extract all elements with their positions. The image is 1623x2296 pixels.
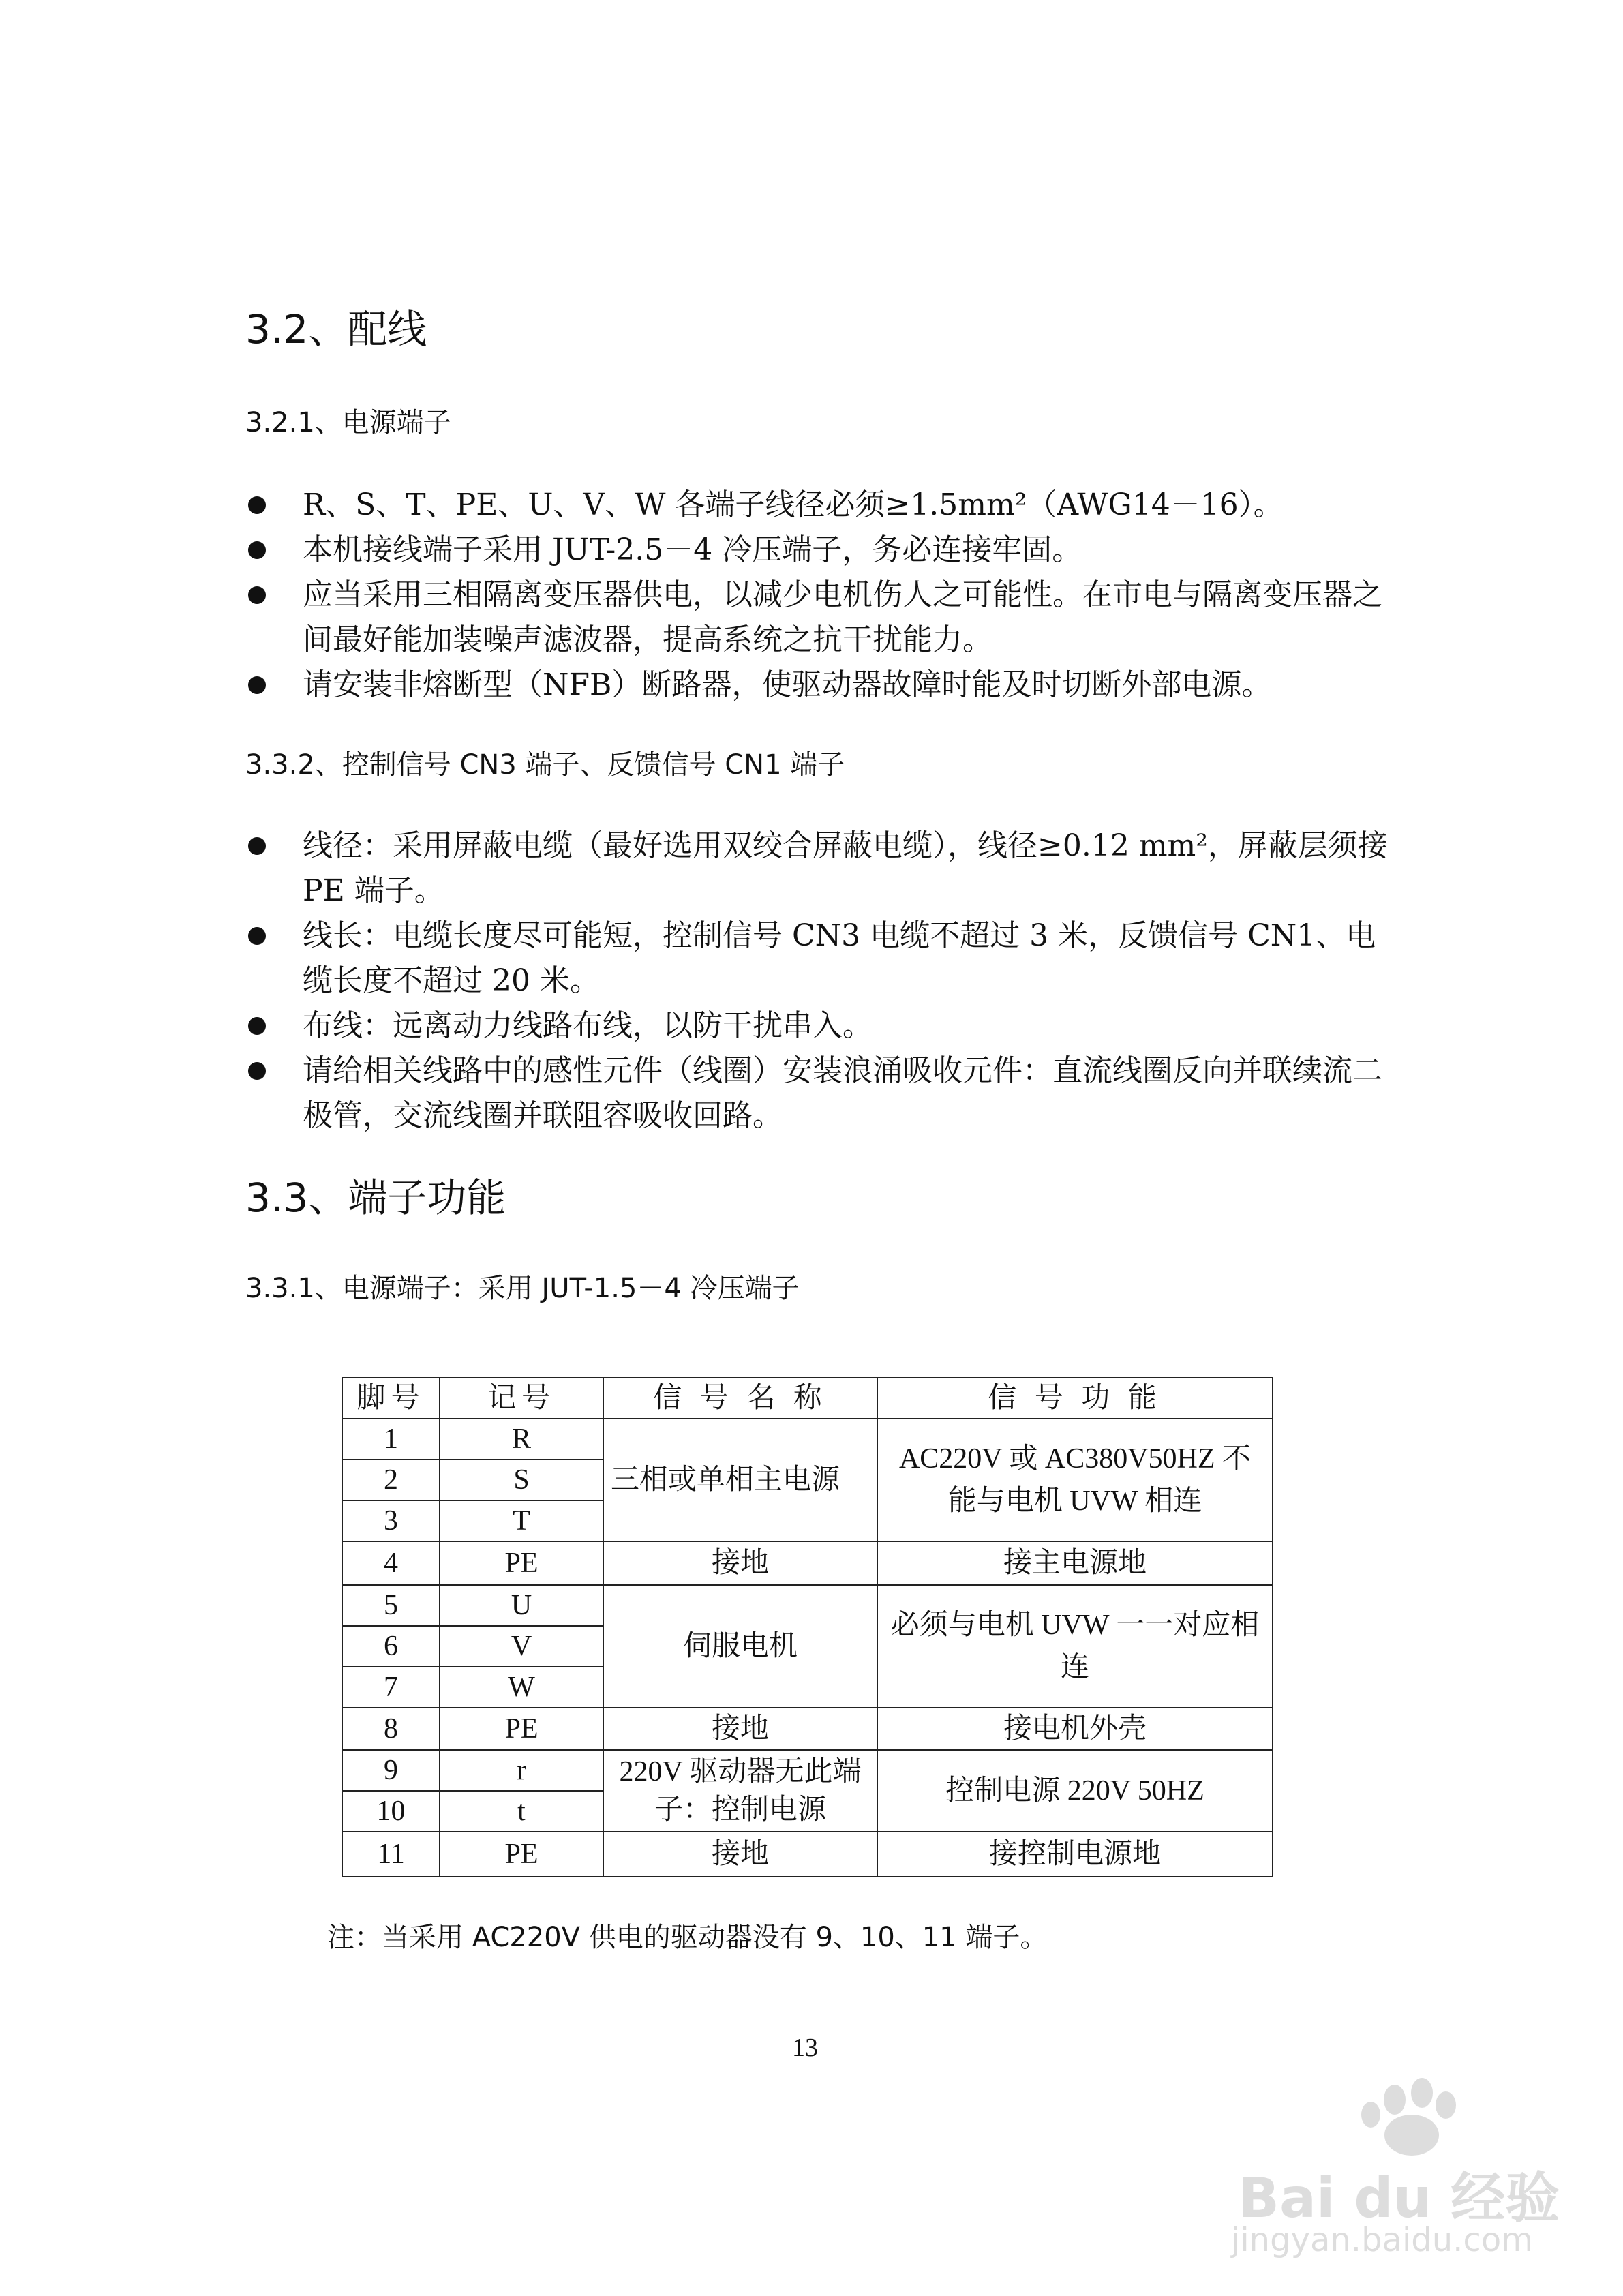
- header-signal-name: 信 号 名 称: [603, 1378, 877, 1419]
- pin-cell: 3: [342, 1500, 440, 1541]
- pin-cell: 6: [342, 1626, 440, 1667]
- pin-cell: 8: [342, 1708, 440, 1750]
- table-row: [342, 1419, 1273, 1460]
- signal-name-cell: 接地: [603, 1708, 877, 1750]
- subsection-title-3-3-1: 3.3.1、电源端子：采用 JUT-1.5－4 冷压端子: [245, 1273, 800, 1304]
- power-terminal-table: [342, 1377, 1273, 1877]
- table-row: [342, 1585, 1273, 1626]
- power-terminal-bullet-list: [245, 483, 1404, 708]
- pin-cell: 5: [342, 1585, 440, 1626]
- mark-cell: PE: [440, 1708, 603, 1750]
- list-item: 线长：电缆长度尽可能短，控制信号 CN3 电缆不超过 3 米，反馈信号 CN1、电缆长度不超过 20 米。: [245, 913, 1404, 1003]
- mark-cell: W: [440, 1667, 603, 1708]
- list-item: 布线：远离动力线路布线，以防干扰串入。: [245, 1003, 1404, 1048]
- bullet-icon: [248, 496, 266, 514]
- list-item: 请给相关线路中的感性元件（线圈）安装浪涌吸收元件：直流线圈反向并联续流二极管，交流线圈并联阻容吸收回路。: [245, 1048, 1404, 1138]
- list-item: 请安装非熔断型（NFB）断路器，使驱动器故障时能及时切断外部电源。: [245, 663, 1404, 708]
- bullet-icon: [248, 541, 266, 559]
- page-number: 13: [792, 2034, 818, 2062]
- section-title-3-3: 3.3、端子功能: [245, 1175, 506, 1221]
- signal-name-cell: 三相或单相主电源: [603, 1419, 877, 1541]
- subsection-title-3-2-1: 3.2.1、电源端子: [245, 407, 451, 438]
- watermark-brand: Bai du 经验: [1238, 2166, 1560, 2230]
- header-mark: 记号: [440, 1378, 603, 1419]
- signal-name-cell: 接地: [603, 1541, 877, 1585]
- list-item: R、S、T、PE、U、V、W 各端子线径必须≥1.5mm²（AWG14－16）。: [245, 483, 1404, 528]
- pin-cell: 1: [342, 1419, 440, 1460]
- signal-name-cell: 伺服电机: [603, 1585, 877, 1708]
- list-item: 线径：采用屏蔽电缆（最好选用双绞合屏蔽电缆），线径≥0.12 mm²，屏蔽层须接 PE 端子。: [245, 824, 1404, 913]
- pin-cell: 4: [342, 1541, 440, 1585]
- bullet-icon: [248, 927, 266, 945]
- bullet-icon: [248, 1017, 266, 1035]
- signal-function-cell: 接主电源地: [877, 1541, 1273, 1585]
- pin-cell: 9: [342, 1750, 440, 1791]
- signal-name-cell: 接地: [603, 1832, 877, 1877]
- baidu-jingyan-watermark: [1224, 2072, 1560, 2263]
- pin-cell: 7: [342, 1667, 440, 1708]
- control-signal-bullet-list: [245, 824, 1404, 1138]
- mark-cell: V: [440, 1626, 603, 1667]
- pin-cell: 2: [342, 1460, 440, 1500]
- signal-function-cell: 接电机外壳: [877, 1708, 1273, 1750]
- table-row: [342, 1832, 1273, 1877]
- signal-function-cell: AC220V 或 AC380V50HZ 不能与电机 UVW 相连: [877, 1419, 1273, 1541]
- bullet-icon: [248, 1062, 266, 1080]
- table-row: [342, 1541, 1273, 1585]
- table-row: [342, 1708, 1273, 1750]
- subsection-title-3-3-2: 3.3.2、控制信号 CN3 端子、反馈信号 CN1 端子: [245, 749, 845, 781]
- signal-function-cell: 接控制电源地: [877, 1832, 1273, 1877]
- mark-cell: PE: [440, 1832, 603, 1877]
- mark-cell: PE: [440, 1541, 603, 1585]
- bullet-icon: [248, 586, 266, 604]
- watermark-url: jingyan.baidu.com: [1231, 2221, 1533, 2259]
- mark-cell: r: [440, 1750, 603, 1791]
- section-title-3-2: 3.2、配线: [245, 306, 427, 352]
- bullet-icon: [248, 676, 266, 694]
- mark-cell: R: [440, 1419, 603, 1460]
- mark-cell: U: [440, 1585, 603, 1626]
- mark-cell: S: [440, 1460, 603, 1500]
- table-header-row: [342, 1378, 1273, 1419]
- list-item: 本机接线端子采用 JUT-2.5－4 冷压端子，务必连接牢固。: [245, 528, 1404, 573]
- list-item: 应当采用三相隔离变压器供电，以减少电机伤人之可能性。在市电与隔离变压器之间最好能加装噪声滤波器，提高系统之抗干扰能力。: [245, 573, 1404, 663]
- bullet-icon: [248, 837, 266, 855]
- table-row: [342, 1750, 1273, 1791]
- mark-cell: t: [440, 1791, 603, 1832]
- mark-cell: T: [440, 1500, 603, 1541]
- signal-function-cell: 必须与电机 UVW 一一对应相连: [877, 1585, 1273, 1708]
- pin-cell: 10: [342, 1791, 440, 1832]
- signal-name-cell: 220V 驱动器无此端子：控制电源: [603, 1750, 877, 1832]
- pin-cell: 11: [342, 1832, 440, 1877]
- signal-function-cell: 控制电源 220V 50HZ: [877, 1750, 1273, 1832]
- header-pin: 脚号: [342, 1378, 440, 1419]
- table-note: 注：当采用 AC220V 供电的驱动器没有 9、10、11 端子。: [327, 1922, 1048, 1953]
- header-signal-function: 信 号 功 能: [877, 1378, 1273, 1419]
